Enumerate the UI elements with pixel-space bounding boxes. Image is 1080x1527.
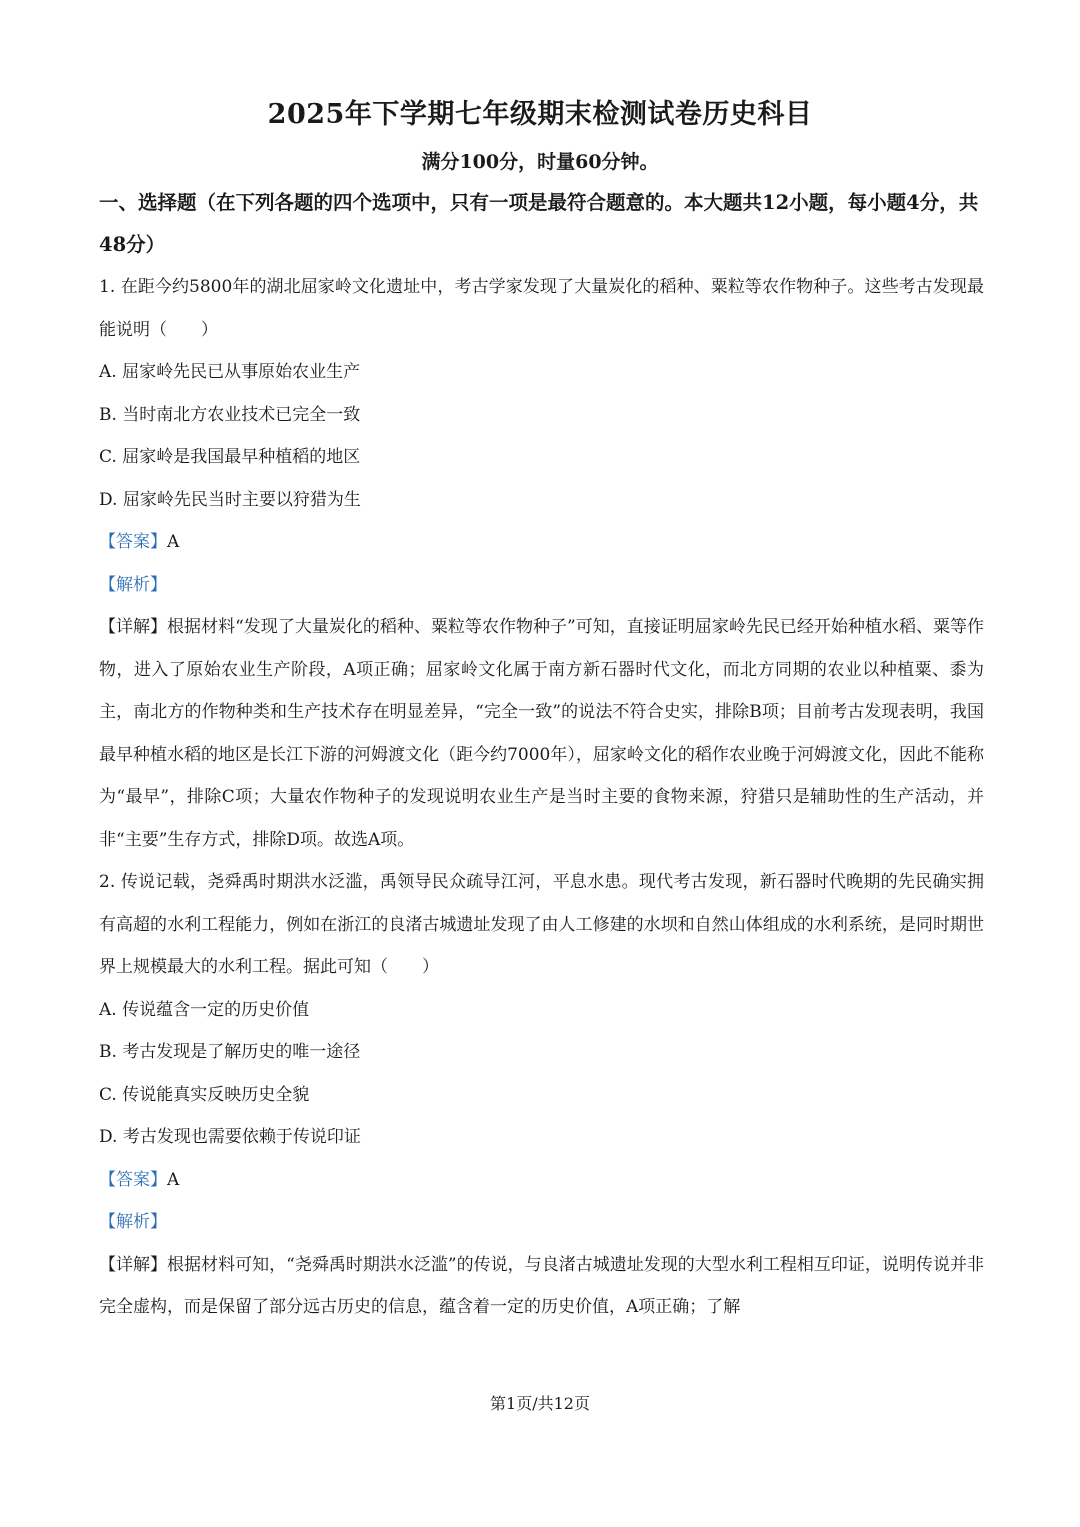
page-title: 2025年下学期七年级期末检测试卷历史科目 — [267, 99, 813, 130]
question-2 — [99, 861, 984, 1329]
answer-value: A — [167, 1169, 180, 1190]
option-a: A. 屈家岭先民已从事原始农业生产 — [99, 362, 361, 382]
page-number: 第1页/共12页 — [490, 1394, 590, 1413]
answer-value: A — [167, 532, 180, 552]
detail-text: 根据材料可知，“尧舜禹时期洪水泛滥”的传说，与良渚古城遗址发现的大型水利工程相互印证，说明传说并非完全虚构，而是保留了部分远古历史的信息，蕴含着一定的历史价值，A项正确；了解 — [99, 1254, 984, 1317]
option-d: D. 考古发现也需要依赖于传说印证 — [99, 1127, 361, 1147]
answer-line — [99, 521, 984, 564]
exam-info: 满分100分，时量60分钟。 — [421, 151, 659, 173]
detail-label: 【详解】 — [99, 1254, 168, 1275]
question-stem: 1. 在距今约5800年的湖北屈家岭文化遗址中，考古学家发现了大量炭化的稻种、粟粒等农作物种子。这些考古发现最能说明（ ） — [99, 277, 984, 340]
detail-text: 根据材料“发现了大量炭化的稻种、粟粒等农作物种子”可知，直接证明屈家岭先民已经开始种植水稻、粟等作物，进入了原始农业生产阶段，A项正确；屈家岭文化属于南方新石器时代文化，而北方同期的农业以种植粟、黍为主，南北方的作物种类和生产技术存在明显差异，“完全一致”的说法不符合史实，排除B项；目前考古发现表明，我国最早种植水稻的地区是长江下游的河姆渡文化（距今约7000年），屈家岭文化的稻作农业晚于河姆渡文化，因此不能称为“最早”，排除C项；大量农作物种子的发现说明农业生产是当时主要的食物来源，狩猎只是辅助性的生产活动，并非“主要”生存方式，排除D项。故选A项。 — [99, 617, 984, 850]
detail-paragraph — [99, 606, 984, 861]
detail-label: 【详解】 — [99, 617, 168, 637]
option-c: C. 传说能真实反映历史全貌 — [99, 1084, 310, 1105]
answer-label: 【答案】 — [99, 532, 167, 552]
section-heading: 一、选择题（在下列各题的四个选项中，只有一项是最符合题意的。本大题共12小题，每小题4分，共48分） — [99, 191, 979, 256]
answer-label: 【答案】 — [99, 1169, 167, 1190]
document-body — [99, 182, 984, 1329]
option-a: A. 传说蕴含一定的历史价值 — [99, 999, 310, 1020]
analysis-line — [99, 1201, 984, 1244]
answer-line — [99, 1159, 984, 1202]
option-d: D. 屈家岭先民当时主要以狩猎为生 — [99, 489, 361, 510]
analysis-label: 【解析】 — [99, 1212, 167, 1232]
option-b: B. 当时南北方农业技术已完全一致 — [99, 404, 361, 425]
analysis-label: 【解析】 — [99, 574, 167, 595]
option-c: C. 屈家岭是我国最早种植稻的地区 — [99, 447, 361, 467]
question-1 — [99, 266, 984, 861]
analysis-line — [99, 564, 984, 607]
detail-paragraph — [99, 1244, 984, 1329]
question-stem: 2. 传说记载，尧舜禹时期洪水泛滥，禹领导民众疏导江河，平息水患。现代考古发现，新石器时代晚期的先民确实拥有高超的水利工程能力，例如在浙江的良渚古城遗址发现了由人工修建的水坝和自然山体组成的水利系统，是同时期世界上规模最大的水利工程。据此可知（ ） — [99, 872, 984, 977]
option-b: B. 考古发现是了解历史的唯一途径 — [99, 1042, 361, 1062]
